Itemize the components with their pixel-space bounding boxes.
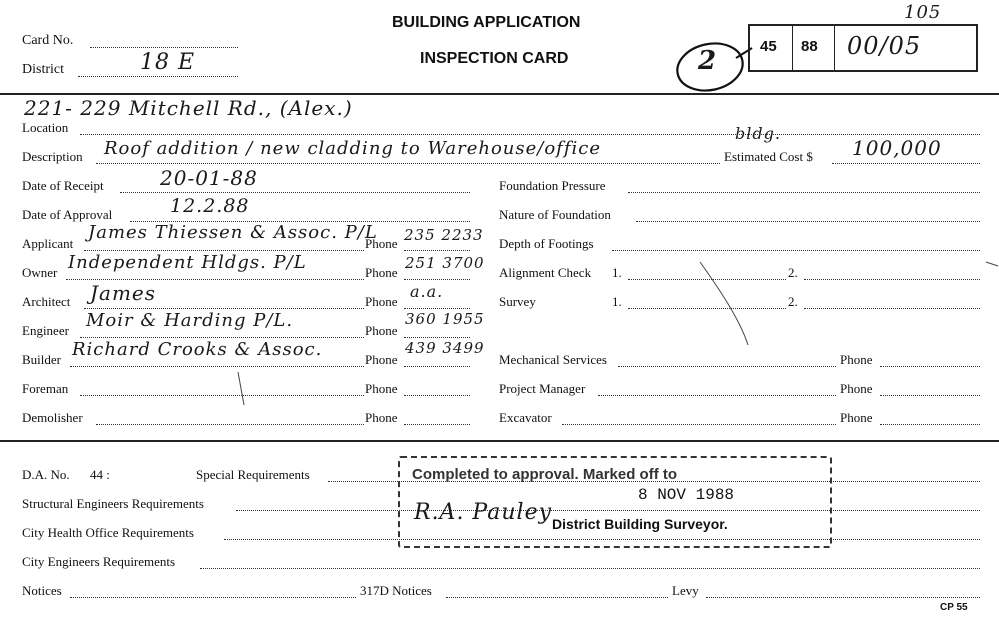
excavator-label: Excavator bbox=[499, 410, 552, 425]
notices-317d-label: 317D Notices bbox=[360, 583, 432, 598]
applicant-label: Applicant bbox=[22, 236, 74, 251]
engineer-value: Moir & Harding P/L. bbox=[86, 310, 294, 331]
district-line bbox=[78, 76, 238, 77]
architect-phone-line bbox=[404, 308, 470, 309]
stamp-date: 8 NOV 1988 bbox=[638, 486, 735, 504]
city-eng-line bbox=[200, 568, 980, 569]
architect-line bbox=[84, 308, 364, 309]
card-number-boxes bbox=[748, 24, 978, 72]
mechanical-phone-label: Phone bbox=[840, 352, 873, 367]
alignment-check-label: Alignment Check bbox=[499, 265, 592, 280]
date-receipt-line bbox=[120, 192, 470, 193]
header-divider bbox=[0, 93, 999, 95]
applicant-line bbox=[84, 250, 364, 251]
estimated-cost-label: Estimated Cost $ bbox=[724, 149, 813, 164]
owner-line bbox=[66, 279, 364, 280]
alignment-one-line bbox=[628, 279, 786, 280]
project-manager-label: Project Manager bbox=[499, 381, 586, 396]
box-value-1: 45 bbox=[760, 38, 777, 55]
alignment-one-label: 1. bbox=[612, 265, 622, 280]
engineer-label: Engineer bbox=[22, 323, 69, 338]
card-no-line bbox=[90, 47, 238, 48]
excavator-line bbox=[562, 424, 836, 425]
applicant-phone-line bbox=[404, 250, 470, 251]
depth-footings-line bbox=[612, 250, 980, 251]
da-no-value: 44 : bbox=[90, 467, 110, 482]
applicant-phone-value: 235 2233 bbox=[404, 226, 484, 244]
builder-line bbox=[70, 366, 364, 367]
notices-label: Notices bbox=[22, 583, 62, 598]
description-label: Description bbox=[22, 149, 83, 164]
architect-label: Architect bbox=[22, 294, 71, 309]
mechanical-line bbox=[618, 366, 836, 367]
district-label: District bbox=[22, 62, 64, 77]
levy-label: Levy bbox=[672, 583, 699, 598]
nature-foundation-label: Nature of Foundation bbox=[499, 207, 611, 222]
approval-stamp bbox=[398, 456, 832, 548]
builder-phone-value: 439 3499 bbox=[405, 339, 485, 357]
box-cell-1 bbox=[750, 26, 792, 70]
builder-value: Richard Crooks & Assoc. bbox=[72, 339, 323, 360]
foreman-phone-line bbox=[404, 395, 470, 396]
circled-mark-value: 2 bbox=[698, 46, 718, 76]
demolisher-label: Demolisher bbox=[22, 410, 83, 425]
architect-phone-label: Phone bbox=[365, 294, 398, 309]
description-extra: bldg. bbox=[735, 124, 781, 143]
estimated-cost-value: 100,000 bbox=[852, 136, 942, 160]
builder-phone-label: Phone bbox=[365, 352, 398, 367]
foreman-phone-label: Phone bbox=[365, 381, 398, 396]
owner-phone-label: Phone bbox=[365, 265, 398, 280]
card-title-line2: INSPECTION CARD bbox=[420, 50, 569, 67]
stamp-title: District Building Surveyor. bbox=[552, 516, 728, 532]
survey-one-label: 1. bbox=[612, 294, 622, 309]
mechanical-phone-line bbox=[880, 366, 980, 367]
survey-label: Survey bbox=[499, 294, 536, 309]
survey-two-line bbox=[804, 308, 980, 309]
builder-label: Builder bbox=[22, 352, 61, 367]
description-value: Roof addition / new cladding to Warehouse/office bbox=[104, 138, 601, 159]
owner-label: Owner bbox=[22, 265, 58, 280]
project-manager-phone-line bbox=[880, 395, 980, 396]
city-eng-label: City Engineers Requirements bbox=[22, 554, 176, 569]
date-approval-value: 12.2.88 bbox=[170, 195, 250, 217]
survey-two-label: 2. bbox=[788, 294, 798, 309]
structural-label: Structural Engineers Requirements bbox=[22, 496, 204, 511]
demolisher-phone-line bbox=[404, 424, 470, 425]
estimated-cost-line bbox=[832, 163, 980, 164]
da-no-label: D.A. No. bbox=[22, 467, 70, 482]
box-value-2: 88 bbox=[801, 38, 818, 55]
notices-317d-line bbox=[446, 597, 668, 598]
location-line bbox=[80, 134, 980, 135]
description-line bbox=[96, 163, 720, 164]
excavator-phone-line bbox=[880, 424, 980, 425]
card-no-label: Card No. bbox=[22, 33, 74, 48]
engineer-phone-label: Phone bbox=[365, 323, 398, 338]
date-receipt-value: 20-01-88 bbox=[160, 166, 258, 190]
builder-phone-line bbox=[404, 366, 470, 367]
corner-number: 105 bbox=[904, 2, 942, 23]
owner-phone-value: 251 3700 bbox=[405, 254, 485, 272]
box-cell-2 bbox=[792, 26, 835, 70]
foundation-pressure-label: Foundation Pressure bbox=[499, 178, 606, 193]
architect-phone-value: a.a. bbox=[410, 282, 444, 301]
engineer-line bbox=[80, 337, 364, 338]
district-value: 18 E bbox=[140, 50, 196, 75]
engineer-phone-value: 360 1955 bbox=[405, 310, 485, 328]
stamp-signature: R.A. Pauley bbox=[414, 500, 553, 525]
project-manager-line bbox=[598, 395, 836, 396]
nature-foundation-line bbox=[636, 221, 980, 222]
levy-line bbox=[706, 597, 980, 598]
notices-line bbox=[70, 597, 356, 598]
project-manager-phone-label: Phone bbox=[840, 381, 873, 396]
date-approval-label: Date of Approval bbox=[22, 207, 113, 222]
foreman-label: Foreman bbox=[22, 381, 69, 396]
date-receipt-label: Date of Receipt bbox=[22, 178, 104, 193]
special-req-label: Special Requirements bbox=[196, 467, 310, 482]
demolisher-line bbox=[96, 424, 364, 425]
alignment-two-line bbox=[804, 279, 980, 280]
foundation-pressure-line bbox=[628, 192, 980, 193]
health-label: City Health Office Requirements bbox=[22, 525, 194, 540]
applicant-value: James Thiessen & Assoc. P/L bbox=[88, 222, 378, 243]
foreman-line bbox=[80, 395, 364, 396]
form-code: CP 55 bbox=[940, 602, 968, 613]
box-cell-3 bbox=[834, 26, 975, 70]
owner-value: Independent Hldgs. P/L bbox=[68, 252, 307, 273]
applicant-phone-label: Phone bbox=[365, 236, 398, 251]
engineer-phone-line bbox=[404, 337, 470, 338]
demolisher-phone-label: Phone bbox=[365, 410, 398, 425]
depth-footings-label: Depth of Footings bbox=[499, 236, 594, 251]
location-value: 221- 229 Mitchell Rd., (Alex.) bbox=[24, 96, 353, 120]
location-label: Location bbox=[22, 120, 69, 135]
survey-one-line bbox=[628, 308, 786, 309]
lower-divider bbox=[0, 440, 999, 442]
alignment-two-label: 2. bbox=[788, 265, 798, 280]
excavator-phone-label: Phone bbox=[840, 410, 873, 425]
architect-value: James bbox=[90, 281, 157, 305]
mechanical-label: Mechanical Services bbox=[499, 352, 607, 367]
stamp-line1: Completed to approval. Marked off to bbox=[412, 466, 678, 483]
box-value-3: 00/05 bbox=[847, 32, 922, 60]
card-title-line1: BUILDING APPLICATION bbox=[392, 14, 581, 31]
owner-phone-line bbox=[404, 279, 470, 280]
